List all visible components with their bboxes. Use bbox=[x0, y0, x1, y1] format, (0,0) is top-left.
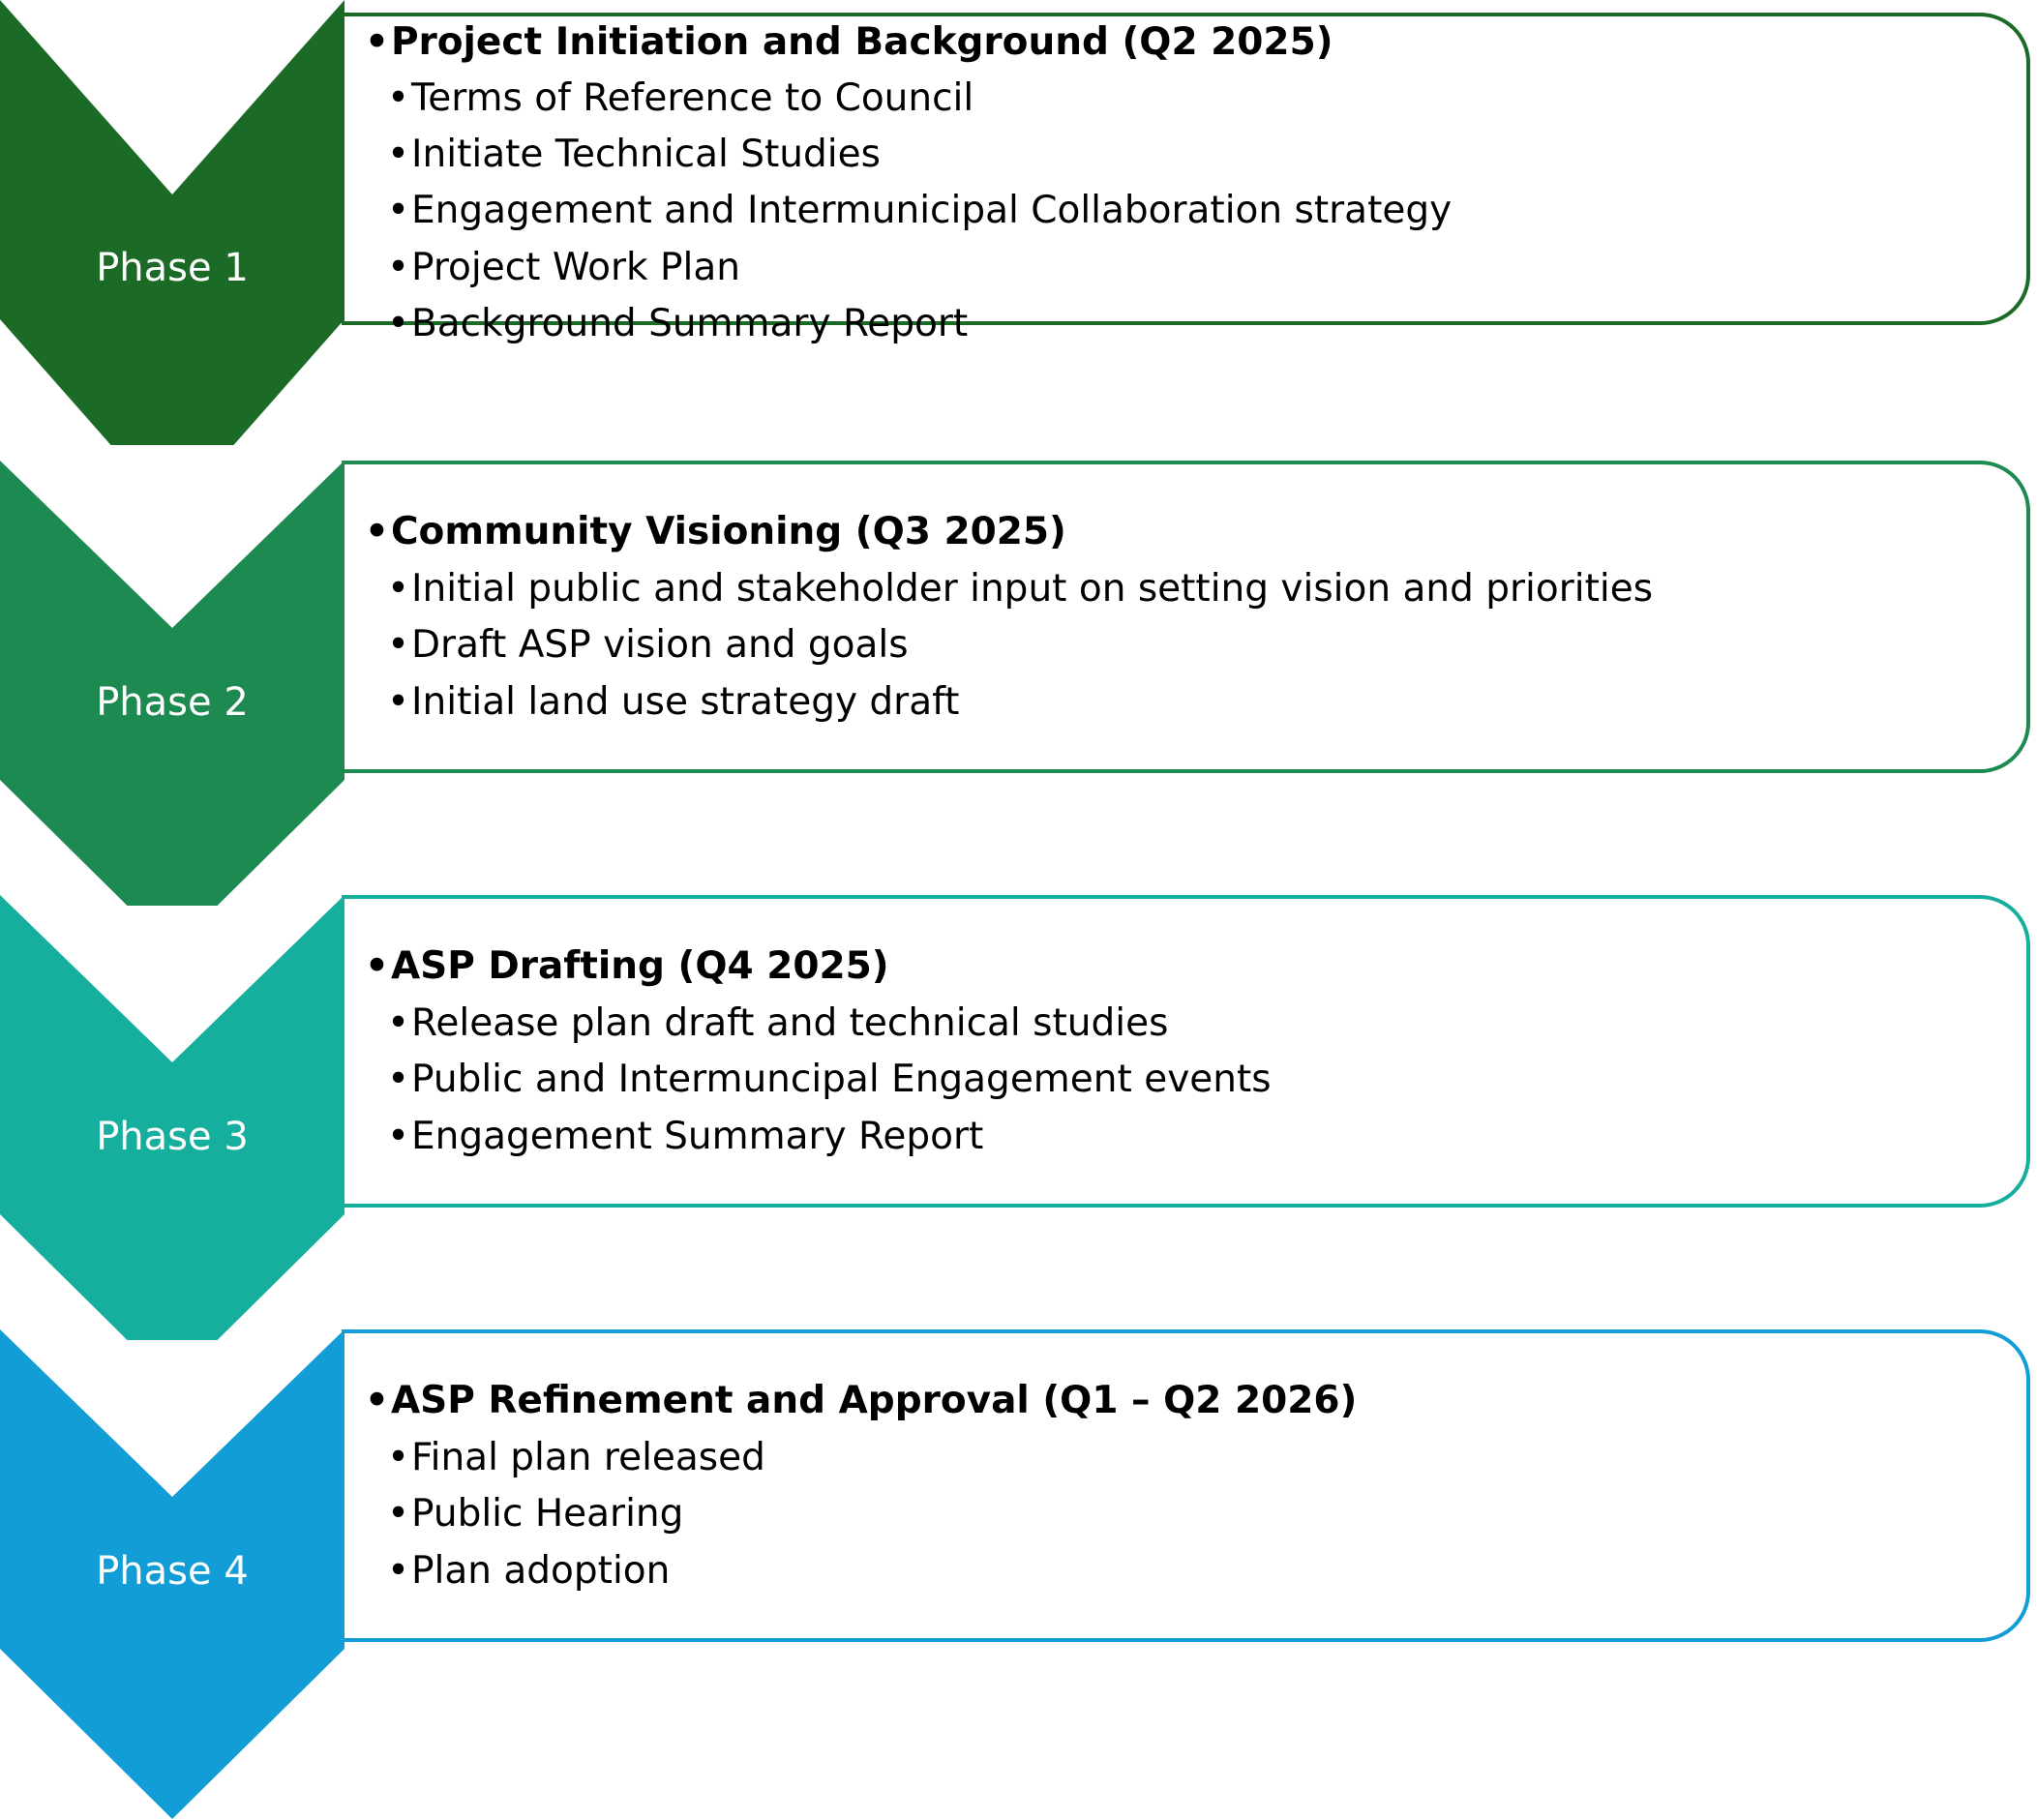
bullet-icon: • bbox=[387, 1115, 410, 1158]
phase-2-card bbox=[342, 461, 2030, 773]
phase-3-item-1 bbox=[387, 1000, 1168, 1047]
phase-3-item-3 bbox=[387, 1114, 983, 1160]
bullet-icon: • bbox=[387, 76, 410, 120]
phase-1-label: Phase 1 bbox=[96, 246, 249, 290]
phase-2-item-1 bbox=[387, 566, 1653, 612]
phase-3-item-3-text: Engagement Summary Report bbox=[411, 1115, 984, 1158]
bullet-icon: • bbox=[387, 1492, 410, 1536]
bullet-icon: • bbox=[387, 133, 410, 176]
phase-2-item-3 bbox=[387, 679, 959, 726]
phase-3-item-2-text: Public and Intermuncipal Engagement events bbox=[411, 1058, 1272, 1101]
phase-3-item-2 bbox=[387, 1057, 1272, 1103]
phase-1-item-4-text: Project Work Plan bbox=[411, 246, 740, 289]
phase-2-item-2 bbox=[387, 622, 909, 669]
bullet-icon: • bbox=[365, 944, 389, 988]
phase-4-card bbox=[342, 1329, 2030, 1642]
phase-3-item-1-text: Release plan draft and technical studies bbox=[411, 1001, 1169, 1045]
phase-3-heading bbox=[365, 943, 889, 990]
bullet-icon: • bbox=[387, 246, 410, 289]
phase-3-label: Phase 3 bbox=[96, 1115, 249, 1159]
phase-4-item-2 bbox=[387, 1491, 683, 1537]
bullet-icon: • bbox=[365, 1379, 389, 1422]
phase-4-item-3 bbox=[387, 1548, 670, 1595]
phase-2-item-1-text: Initial public and stakeholder input on setting vision and priorities bbox=[411, 567, 1654, 611]
phase-4-label: Phase 4 bbox=[96, 1549, 249, 1594]
bullet-icon: • bbox=[387, 1436, 410, 1479]
bullet-icon: • bbox=[365, 20, 389, 64]
phase-3-heading-text: ASP Drafting (Q4 2025) bbox=[390, 944, 889, 988]
bullet-icon: • bbox=[365, 510, 389, 553]
bullet-icon: • bbox=[387, 1001, 410, 1045]
bullet-icon: • bbox=[387, 1549, 410, 1593]
phase-4-item-2-text: Public Hearing bbox=[411, 1492, 684, 1536]
phase-2-item-2-text: Draft ASP vision and goals bbox=[411, 623, 909, 667]
bullet-icon: • bbox=[387, 189, 410, 232]
bullet-icon: • bbox=[387, 680, 410, 724]
phase-1-item-5-text: Background Summary Report bbox=[411, 302, 969, 345]
phase-2-heading-text: Community Visioning (Q3 2025) bbox=[390, 510, 1066, 553]
phase-1-heading-text: Project Initiation and Background (Q2 2025) bbox=[390, 20, 1333, 64]
phase-2-item-3-text: Initial land use strategy draft bbox=[411, 680, 960, 724]
phase-2-heading bbox=[365, 509, 1066, 555]
phase-1-item-2-text: Initiate Technical Studies bbox=[411, 133, 881, 176]
phase-4-heading bbox=[365, 1378, 1357, 1424]
phase-4-heading-text: ASP Refinement and Approval (Q1 – Q2 2026) bbox=[390, 1379, 1358, 1422]
phase-4-item-1 bbox=[387, 1435, 765, 1481]
phase-1-item-1-text: Terms of Reference to Council bbox=[411, 76, 974, 120]
bullet-icon: • bbox=[387, 1058, 410, 1101]
phase-4-item-1-text: Final plan released bbox=[411, 1436, 765, 1479]
bullet-icon: • bbox=[387, 623, 410, 667]
phase-3-card bbox=[342, 895, 2030, 1208]
phase-4-item-3-text: Plan adoption bbox=[411, 1549, 671, 1593]
bullet-icon: • bbox=[387, 567, 410, 611]
phase-1-item-3-text: Engagement and Intermunicipal Collaboration strategy bbox=[411, 189, 1453, 232]
bullet-icon: • bbox=[387, 302, 410, 345]
phase-2-label: Phase 2 bbox=[96, 680, 249, 725]
